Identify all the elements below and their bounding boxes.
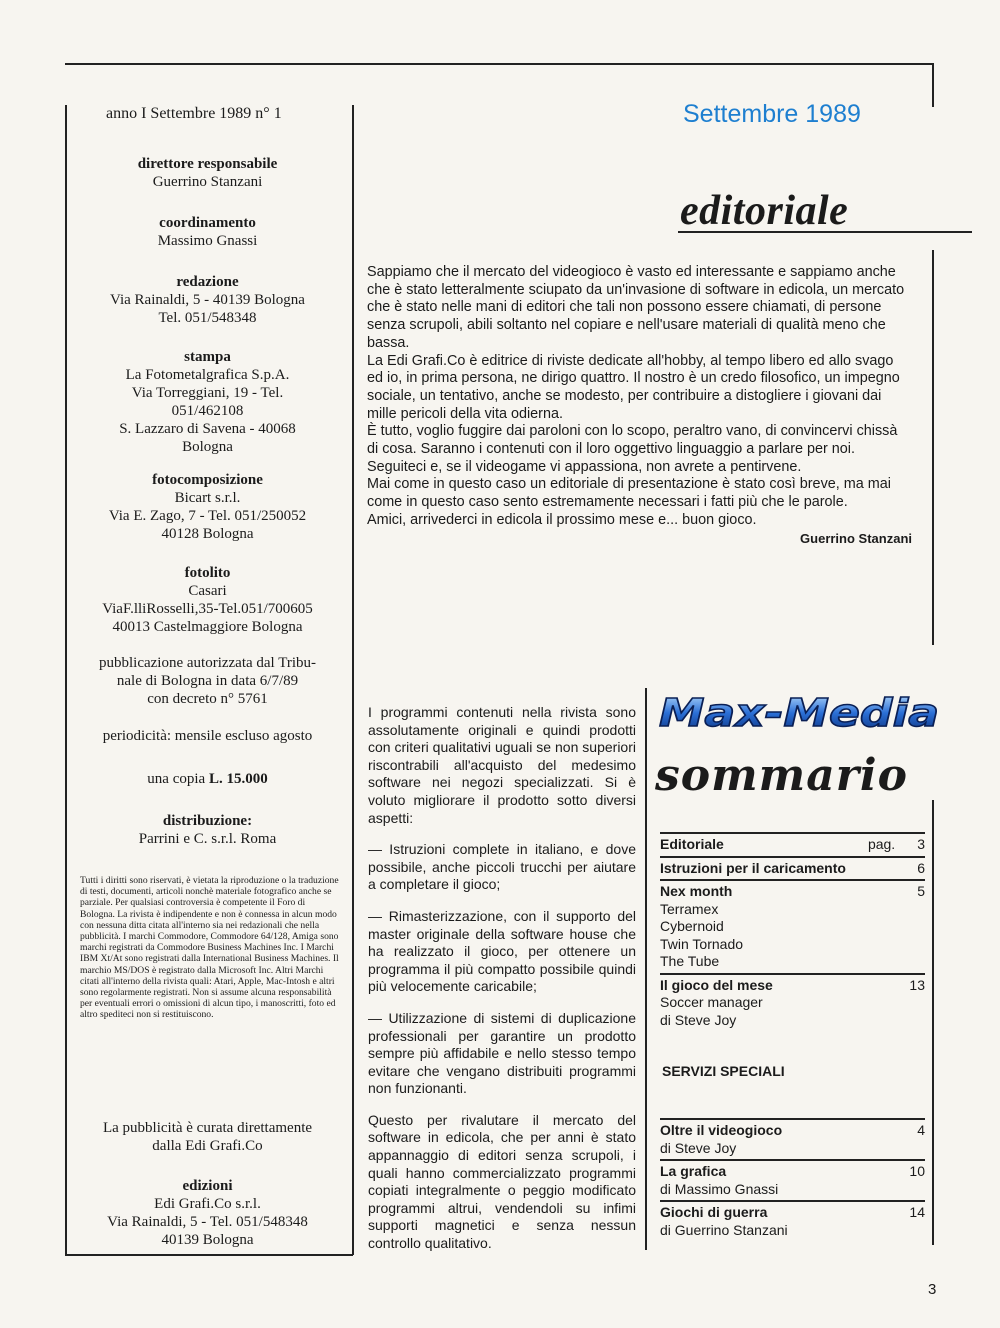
intro-divider	[645, 688, 647, 1250]
top-rule	[65, 63, 933, 65]
masthead-photolitho	[70, 564, 345, 636]
distribution	[70, 812, 345, 848]
masthead-line: Bicart s.r.l.	[174, 490, 241, 506]
intro-paragraph: — Istruzioni complete in italiano, e dove possibile, anche piccoli trucchi per aiutare a completare il gioco;	[368, 841, 636, 893]
page-number: 3	[928, 1281, 937, 1298]
masthead-heading: stampa	[184, 349, 231, 365]
distribution-line: Parrini e C. s.r.l. Roma	[138, 831, 277, 847]
editorial-paragraph: È tutto, voglio fuggire dai paroloni con lo scopo, peraltro vano, di convincervi chissà di cosa. Saranno i contenuti con il loro oggettivo linguaggio a parlare per noi. Seguiteci e, se il videogame vi appassiona, non avrete a pentirvene.	[367, 423, 898, 475]
masthead-line: ViaF.lliRosselli,35-Tel.051/700605	[102, 601, 313, 617]
editions-line: Edi Grafi.Co s.r.l.	[154, 1196, 261, 1212]
advertising-line: dalla Edi Grafi.Co	[152, 1138, 263, 1154]
masthead-line: 051/462108	[171, 403, 244, 419]
special-services-list	[660, 1118, 925, 1241]
special-services-heading: SERVIZI SPECIALI	[662, 1063, 785, 1079]
logo-text: Max-Media	[659, 691, 939, 735]
intro-column	[368, 704, 636, 1267]
left-column-divider	[352, 105, 354, 1255]
distribution-heading: distribuzione:	[162, 813, 253, 829]
masthead-heading: redazione	[176, 274, 239, 290]
toc-subentry: Cybernoid	[660, 918, 724, 934]
top-right-tick	[932, 63, 934, 107]
masthead-line: Bologna	[182, 439, 233, 455]
editorial-right-rule	[932, 250, 934, 645]
masthead-line: 40128 Bologna	[161, 526, 254, 542]
toc-entry-page: 13	[909, 976, 925, 993]
masthead-director	[70, 155, 345, 191]
toc-subentry: di Steve Joy	[660, 1139, 737, 1156]
masthead-heading: fotocomposizione	[152, 472, 263, 488]
toc-entry-oltre-videogioco[interactable]	[660, 1118, 925, 1159]
masthead-heading: direttore responsabile	[137, 156, 278, 172]
toc-entry-title: La grafica	[660, 1163, 727, 1179]
editorial-paragraph: Mai come in questo caso un editoriale di presentazione è stato così breve, ma mai come in questo caso sento estremamente necessari i fatti più che le parole.	[367, 476, 891, 511]
toc-entry-title: Nex month	[660, 883, 733, 899]
page-label: pag.	[867, 836, 896, 852]
toc-entry-gioco-del-mese[interactable]	[660, 973, 925, 1032]
intro-paragraph: I programmi contenuti nella rivista sono assolutamente originali e quindi prodotti con criteri qualitativi uguali se non superiori riscontrabili all'acquisto del medesimo software nei negozi specializzati. Si è voluto migliorare il prodotto sotto diversi aspetti:	[368, 704, 636, 826]
masthead-coordination	[70, 214, 345, 250]
editions-heading: edizioni	[182, 1178, 233, 1194]
intro-paragraph: — Rimasterizzazione, con il supporto del master originale della software house che ha realizzato il gioco, per ottenere un programma il più compatto possibile quindi più velocemente caricabile;	[368, 907, 636, 995]
toc-entry-grafica[interactable]	[660, 1159, 925, 1200]
editorial-signature: Guerrino Stanzani	[800, 530, 912, 546]
toc-right-rule	[932, 800, 934, 1245]
masthead-typesetting	[70, 471, 345, 543]
left-margin-rule	[65, 105, 67, 1255]
authorization-note	[70, 654, 345, 708]
masthead-editorial-office	[70, 273, 345, 327]
max-media-logo	[655, 688, 945, 738]
toc-entry-editoriale[interactable]	[660, 832, 925, 856]
advertising-note	[70, 1119, 345, 1155]
authorization-line: con decreto n° 5761	[147, 691, 268, 707]
price-value: L. 15.000	[208, 771, 268, 787]
toc-subentry: di Massimo Gnassi	[660, 1180, 779, 1197]
toc-entry-title: Il gioco del mese	[660, 976, 773, 993]
toc-subentry: Terramex	[660, 900, 719, 917]
masthead-line: Via E. Zago, 7 - Tel. 051/250052	[108, 508, 307, 524]
toc-entry-page: 14	[909, 1204, 925, 1220]
table-of-contents	[660, 832, 925, 1031]
price-line	[70, 770, 345, 788]
toc-entry-nex-month[interactable]	[660, 879, 925, 973]
advertising-line: La pubblicità è curata direttamente	[102, 1120, 313, 1136]
masthead-line: Via Torreggiani, 19 - Tel.	[131, 385, 284, 401]
toc-subentry: Soccer manager	[660, 994, 763, 1010]
toc-subentry: di Steve Joy	[660, 1011, 737, 1028]
masthead-printing	[70, 348, 345, 456]
toc-entry-page: 5	[917, 883, 925, 899]
editorial-paragraph: Amici, arrivederci in edicola il prossimo mese e... buon gioco.	[367, 511, 757, 528]
toc-entry-istruzioni[interactable]	[660, 856, 925, 880]
masthead-line: Tel. 051/548348	[158, 310, 257, 326]
editions	[70, 1177, 345, 1249]
toc-entry-title: Istruzioni per il caricamento	[660, 859, 846, 876]
intro-paragraph: — Utilizzazione di sistemi di duplicazione professionali per garantire un prodotto sempre più affidabile e nello stesso tempo evitare che vengano distribuiti programmi non funzionanti.	[368, 1009, 636, 1097]
issue-line: anno I Settembre 1989 n° 1	[106, 105, 282, 122]
toc-subentry: di Guerrino Stanzani	[660, 1221, 788, 1238]
toc-entry-page: 4	[917, 1122, 925, 1138]
editorial-title: editoriale	[680, 188, 849, 234]
toc-subentry: The Tube	[660, 953, 720, 969]
toc-subentry: Twin Tornado	[660, 935, 744, 952]
intro-paragraph: Questo per rivalutare il mercato del software in edicola, che per anni è stato appannaggio di editori senza scrupoli, i quali hanno commercializzato programmi copiati integralmente o peggio modificato programmi altrui, vendendoli su infimi supporti magnetici e senza nessun controllo qualitativo.	[368, 1111, 636, 1252]
masthead-line: Massimo Gnassi	[157, 233, 258, 249]
masthead-line: Casari	[188, 583, 227, 599]
page-number: 3	[917, 836, 925, 852]
periodicity: periodicità: mensile escluso agosto	[102, 728, 313, 744]
editorial-body	[367, 264, 912, 547]
toc-entry-page: 10	[909, 1163, 925, 1179]
toc-entry-page: 6	[917, 859, 925, 876]
masthead-heading: fotolito	[184, 565, 231, 581]
authorization-line: pubblicazione autorizzata dal Tribu-	[98, 655, 317, 671]
legal-notice: Tutti i diritti sono riservati, è vietata la riproduzione o la traduzione di testi, documenti, articoli nonchè materiale fotografico anche se parziale. Per qualsiasi controversia è competente il Foro di Bologna. La rivista è indipendente e non è connessa in alcun modo con nessuna ditta citata all'interno sia nei redazionali che nella pubblicità. I marchi Commodore, Commodore 64/128, Amiga sono marchi registrati da Commodore Business Machines Inc. I Marchi IBM Xt/At sono registrati dalla International Business Machines. Il marchio MS/DOS è registrato dalla Microsoft Inc. Altri Marchi citati all'interno della rivista quali: Atari, Apple, Mac-Intosh e altri sono regolarmente registrati. Non si assume alcuna responsabilità per eventuali errori o omissioni di alcun tipo, i manoscritti, foto ed altro spediteci non si restituiscono.	[80, 875, 339, 1021]
sommario-title: sommario	[655, 750, 908, 801]
authorization-line: nale di Bologna in data 6/7/89	[116, 673, 299, 689]
toc-entry-page	[868, 836, 925, 854]
bottom-rule	[65, 1254, 353, 1256]
toc-entry-title: Editoriale	[660, 836, 724, 852]
masthead-line: S. Lazzaro di Savena - 40068	[119, 421, 296, 437]
price-label: una copia	[147, 771, 206, 787]
editions-line: 40139 Bologna	[161, 1232, 254, 1248]
toc-entry-giochi-di-guerra[interactable]	[660, 1200, 925, 1241]
masthead-heading: coordinamento	[159, 215, 256, 231]
toc-entry-title: Giochi di guerra	[660, 1204, 768, 1220]
masthead-line: La Fotometalgrafica S.p.A.	[125, 367, 290, 383]
masthead-line: 40013 Castelmaggiore Bologna	[112, 619, 303, 635]
masthead-line: Guerrino Stanzani	[152, 174, 263, 190]
editorial-paragraph: Sappiamo che il mercato del videogioco è vasto ed interessante e sappiamo anche che è stato letteralmente sciupato da un'invasione di software in edicola, un mercato che è stato nelle mani di editori che tali non possono essere chiamati, di persone senza scrupoli, abili soltanto nel copiare e nell'usare materiali di qualità meno che bassa.	[367, 264, 905, 351]
editions-line: Via Rainaldi, 5 - Tel. 051/548348	[107, 1214, 308, 1230]
issue-month: Settembre 1989	[683, 100, 861, 128]
editorial-paragraph: La Edi Grafi.Co è editrice di riviste dedicate all'hobby, al tempo libero ed allo svago ed io, in prima persona, ne dirigo quattro. Il nostro è un credo filosofico, un impegno sociale, un tentativo, anche se modesto, per contribuire a distogliere i giovani dai mille pericoli della vita odierna.	[367, 352, 900, 422]
masthead-line: Via Rainaldi, 5 - 40139 Bologna	[110, 292, 305, 308]
toc-entry-title: Oltre il videogioco	[660, 1122, 783, 1138]
